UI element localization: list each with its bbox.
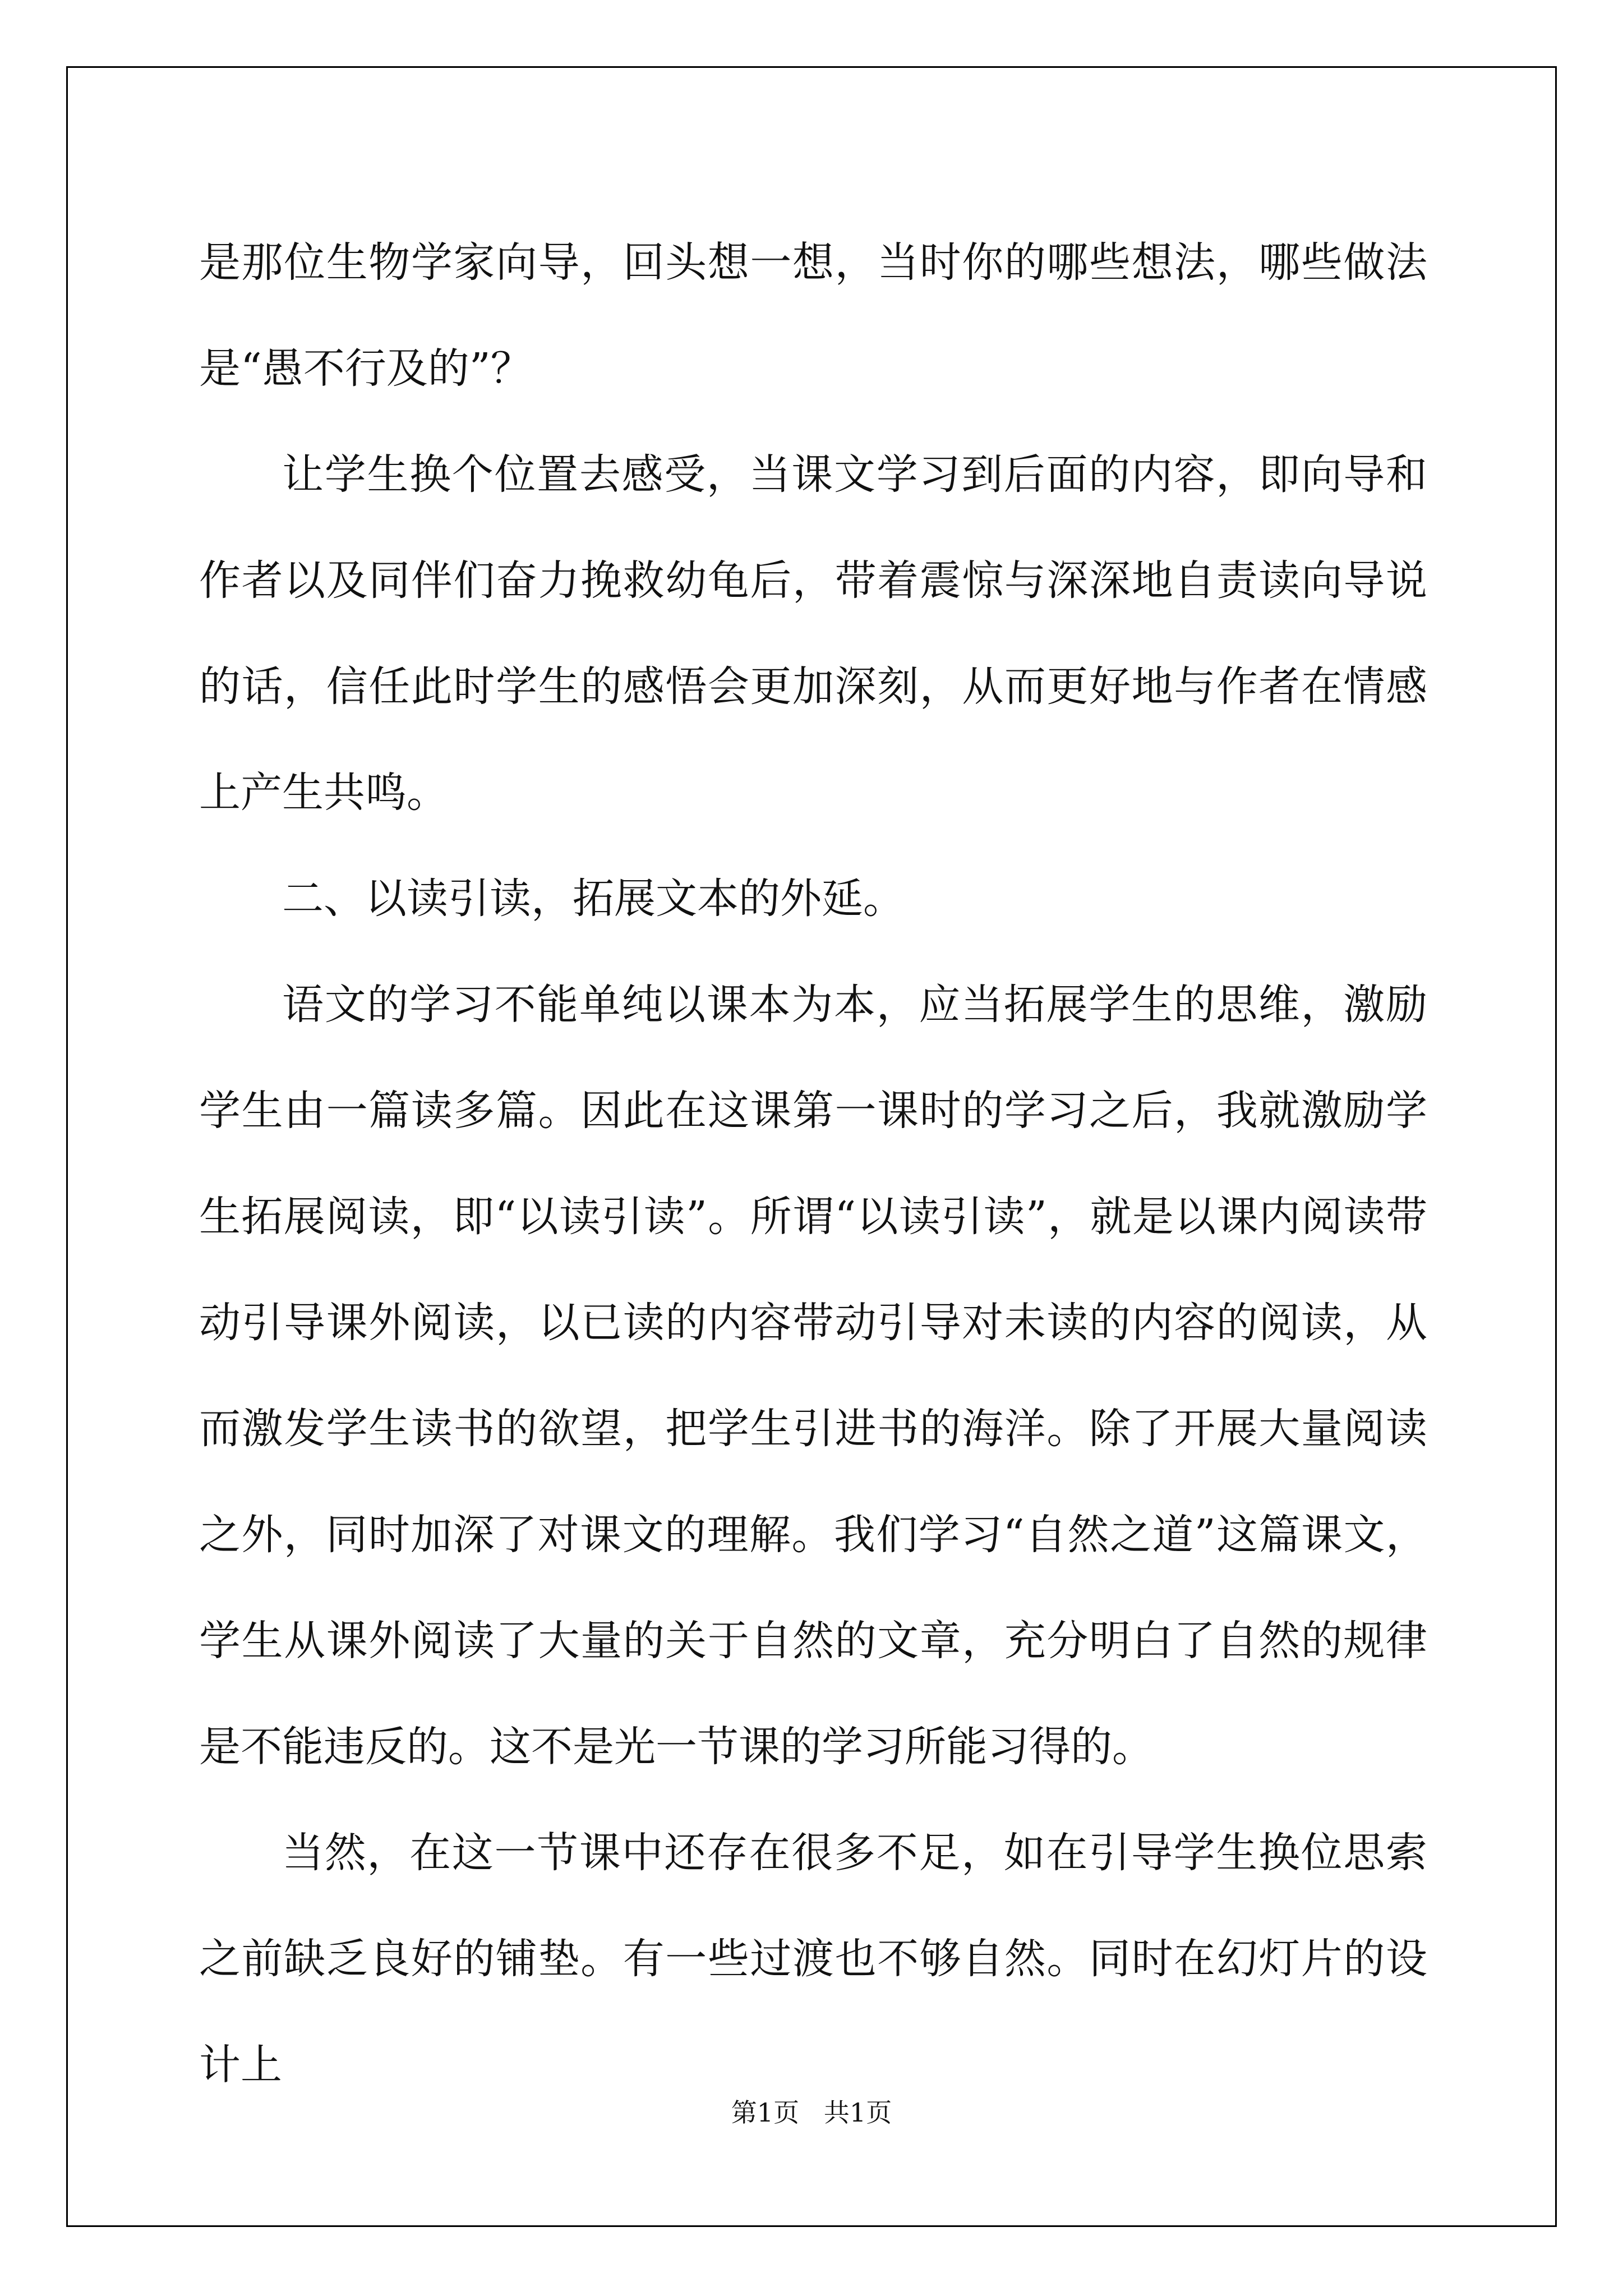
paragraph-2: 让学生换个位置去感受，当课文学习到后面的内容，即向导和作者以及同伴们奋力挽救幼龟后，带着震惊与深深地自责读向导说的话，信任此时学生的感悟会更加深刻，从而更好地与作者在情感上产生共鸣。 bbox=[199, 450, 1427, 817]
document-body bbox=[199, 210, 1427, 2118]
section-heading: 二、以读引读，拓展文本的外延。 bbox=[282, 875, 905, 923]
paragraph-4: 当然，在这一节课中还存在很多不足，如在引导学生换位思索之前缺乏良好的铺垫。有一些过渡也不够自然。同时在幻灯片的设计上 bbox=[199, 1829, 1427, 2089]
page-number-footer: 第1页 共1页 bbox=[731, 2097, 892, 2128]
paragraph-3: 语文的学习不能单纯以课本为本，应当拓展学生的思维，激励学生由一篇读多篇。因此在这课第一课时的学习之后，我就激励学生拓展阅读，即“以读引读”。所谓“以读引读”，就是以课内阅读带动引导课外阅读，以已读的内容带动引导对未读的内容的阅读，从而激发学生读书的欲望，把学生引进书的海洋。除了开展大量阅读之外，同时加深了对课文的理解。我们学习“自然之道”这篇课文，学生从课外阅读了大量的关于自然的文章，充分明白了自然的规律是不能违反的。这不是光一节课的学习所能习得的。 bbox=[199, 981, 1427, 1771]
paragraph-1: 是那位生物学家向导，回头想一想，当时你的哪些想法，哪些做法是“愚不行及的”？ bbox=[199, 238, 1427, 393]
